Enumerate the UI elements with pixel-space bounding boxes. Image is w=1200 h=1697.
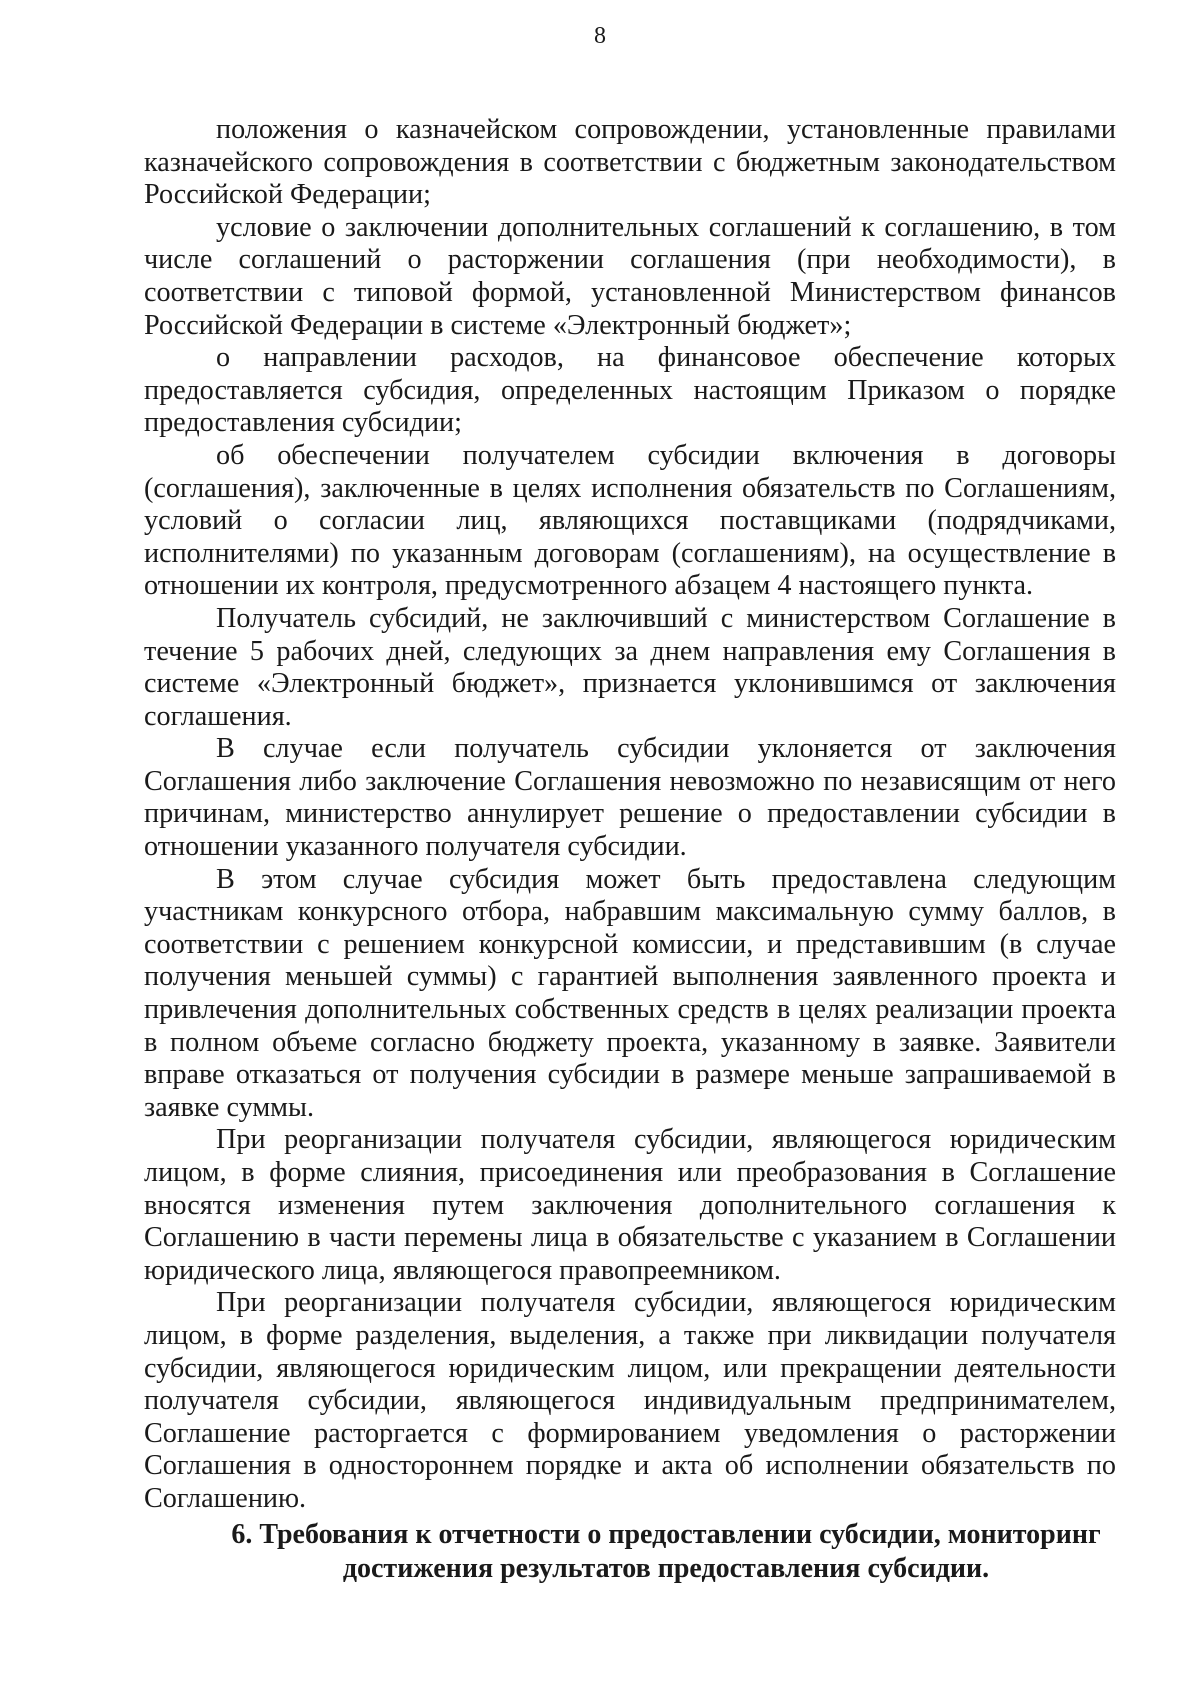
paragraph-reorganization-merger: При реорганизации получателя субсидии, являющегося юридическим лицом, в форме слияния, присоединения или преобразования в Соглашение вносятся изменения путем заключения дополнительного соглашения к Соглашению в части перемены лица в обязательстве с указанием в Соглашении юридического лица, являющегося правопреемником. bbox=[144, 1124, 1116, 1286]
paragraph-reorganization-division: При реорганизации получателя субсидии, являющегося юридическим лицом, в форме разделения, выделения, а также при ликвидации получателя субсидии, являющегося юридическим лицом, или прекращении деятельности получателя субсидии, являющегося индивидуальным предпринимателем, Соглашение расторгается с формированием уведомления о расторжении Соглашения в одностороннем порядке и акта об исполнении обязательств по Соглашению. bbox=[144, 1287, 1116, 1514]
paragraph-annulment: В случае если получатель субсидии уклоняется от заключения Соглашения либо заключение Соглашения невозможно по независящим от него причинам, министерство аннулирует решение о предоставлении субсидии в отношении указанного получателя субсидии. bbox=[144, 733, 1116, 863]
document-body bbox=[144, 114, 1116, 1586]
paragraph-next-participants: В этом случае субсидия может быть предоставлена следующим участникам конкурсного отбора, набравшим максимальную сумму баллов, в соответствии с решением конкурсной комиссии, и представившим (в случае получения меньшей суммы) с гарантией выполнения заявленного проекта и привлечения дополнительных собственных средств в целях реализации проекта в полном объеме согласно бюджету проекта, указанному в заявке. Заявители вправе отказаться от получения субсидии в размере меньше запрашиваемой в заявке суммы. bbox=[144, 863, 1116, 1123]
paragraph-expense-direction: о направлении расходов, на финансовое обеспечение которых предоставляется субсидия, определенных настоящим Приказом о порядке предоставления субсидии; bbox=[144, 342, 1116, 439]
section-heading: 6. Требования к отчетности о предоставлении субсидии, мониторинг достижения результатов предоставления субсидии. bbox=[231, 1518, 1101, 1584]
paragraph-additional-agreements: условие о заключении дополнительных соглашений к соглашению, в том числе соглашений о расторжении соглашения (при необходимости), в соответствии с типовой формой, установленной Министерством финансов Российской Федерации в системе «Электронный бюджет»; bbox=[144, 211, 1116, 341]
paragraph-treasury-support: положения о казначейском сопровождении, установленные правилами казначейского сопровождения в соответствии с бюджетным законодательством Российской Федерации; bbox=[144, 114, 1116, 211]
paragraph-evasion: Получатель субсидий, не заключивший с министерством Соглашение в течение 5 рабочих дней, следующих за днем направления ему Соглашения в системе «Электронный бюджет», признается уклонившимся от заключения соглашения. bbox=[144, 602, 1116, 732]
page-number: 8 bbox=[594, 23, 606, 49]
paragraph-contract-conditions: об обеспечении получателем субсидии включения в договоры (соглашения), заключенные в целях исполнения обязательств по Соглашениям, условий о согласии лиц, являющихся поставщиками (подрядчиками, исполнителями) по указанным договорам (соглашениям), на осуществление в отношении их контроля, предусмотренного абзацем 4 настоящего пункта. bbox=[144, 439, 1116, 602]
